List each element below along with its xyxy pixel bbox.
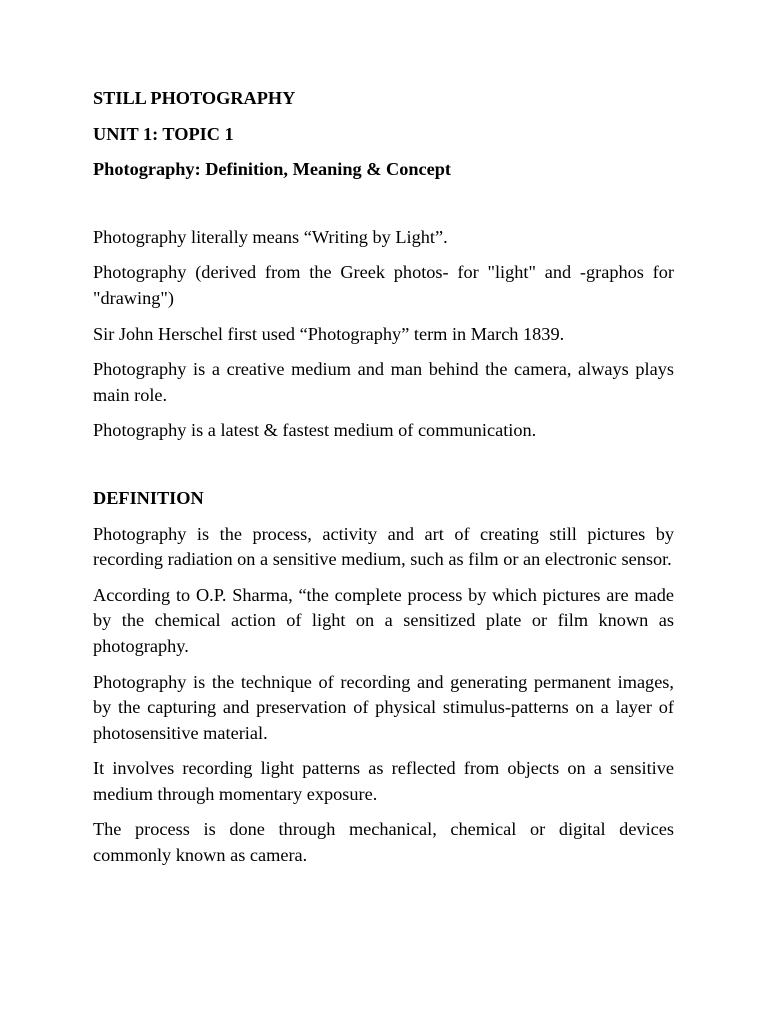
definition-paragraph: According to O.P. Sharma, “the complete process by which pictures are made by the chemical action of light on a sensitized plate or film known as photography. xyxy=(93,584,674,656)
intro-paragraph: Photography literally means “Writing by Light”. xyxy=(93,226,448,247)
definition-paragraph: It involves recording light patterns as reflected from objects on a sensitive medium through momentary exposure. xyxy=(93,758,674,804)
intro-paragraph: Photography is a latest & fastest medium of communication. xyxy=(93,420,537,441)
definition-heading: DEFINITION xyxy=(93,487,204,508)
intro-paragraph: Photography is a creative medium and man behind the camera, always plays main role. xyxy=(93,359,674,405)
definition-paragraph: The process is done through mechanical, chemical or digital devices commonly known as camera. xyxy=(93,819,674,866)
document-page xyxy=(93,86,674,869)
unit-heading: UNIT 1: TOPIC 1 xyxy=(93,123,234,144)
intro-paragraph: Photography (derived from the Greek photos- for "light" and -graphos for "drawing") xyxy=(93,262,674,308)
intro-paragraph: Sir John Herschel first used “Photography” term in March 1839. xyxy=(93,323,565,344)
definition-paragraph: Photography is the process, activity and art of creating still pictures by recording radiation on a sensitive medium, such as film or an electronic sensor. xyxy=(93,523,674,570)
topic-heading: Photography: Definition, Meaning & Concept xyxy=(93,159,452,180)
definition-paragraph: Photography is the technique of recording and generating permanent images, by the capturing and preservation of physical stimulus-patterns on a layer of photosensitive material. xyxy=(93,671,674,743)
document-title: STILL PHOTOGRAPHY xyxy=(93,88,296,108)
